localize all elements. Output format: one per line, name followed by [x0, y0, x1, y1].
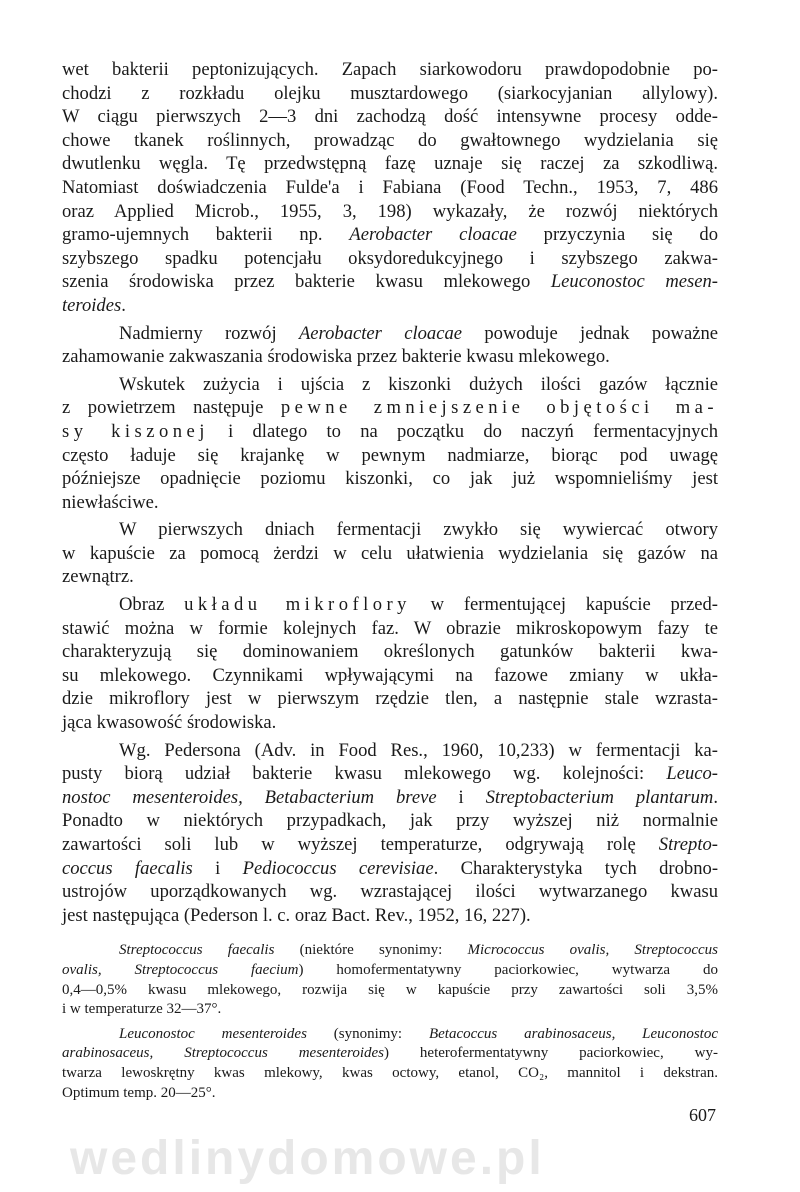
italic-text: Aerobacter cloacae: [298, 322, 463, 344]
text-segment: Optimum temp. 20—25°.: [62, 1084, 216, 1101]
text-segment: zawartości soli lub w wyższej temperaturze, odgrywają rolę: [62, 834, 659, 855]
text-line: [62, 247, 718, 271]
text-line: [62, 857, 718, 881]
text-segment: (synonimy:: [306, 1025, 429, 1042]
note-paragraph: [62, 941, 718, 1019]
text-line: [62, 981, 718, 1001]
text-segment: .: [713, 786, 718, 808]
text-line: [62, 617, 718, 641]
text-segment: powoduje jednak poważne: [462, 322, 719, 344]
text-segment: Nadmierny rozwój: [119, 322, 299, 344]
text-segment: ) homofermentatywny paciorkowiec, wytwarza do: [298, 961, 718, 978]
text-segment: i: [192, 857, 243, 879]
text-line: [62, 58, 718, 82]
text-segment: i: [436, 786, 486, 808]
text-segment: i dlatego to na początku do naczyń fermentacyjnych: [208, 420, 718, 442]
text-line: [62, 444, 718, 468]
paragraph: [62, 58, 718, 318]
text-line: [62, 518, 718, 542]
text-line: [62, 762, 718, 786]
text-segment: szybszego spadku potencjału oksydoredukcyjnego i szybszego zakwa-: [62, 247, 718, 269]
paragraph: [62, 518, 718, 589]
text-line: [62, 1000, 718, 1020]
paragraph: [62, 739, 718, 928]
note-paragraph: [62, 1025, 718, 1103]
text-segment: charakteryzują się dominowaniem określonych gatunków bakterii kwa-: [62, 641, 718, 663]
italic-text: nostoc mesenteroides, Betabacterium breve: [62, 786, 437, 808]
text-segment: często ładuje się krajankę w pewnym nadmiarze, biorąc pod uwagę: [62, 444, 718, 466]
text-segment: Wskutek zużycia i ujścia z kiszonki dużych ilości gazów łącznie: [119, 373, 718, 395]
text-line: [62, 687, 718, 711]
text-segment: przyczynia się do: [516, 224, 718, 246]
text-segment: .: [121, 294, 126, 316]
italic-text: Betacoccus arabinosaceus, Leuconostoc: [428, 1025, 718, 1042]
text-segment: 0,4—0,5% kwasu mlekowego, rozwija się w kapuście przy zawartości soli 3,5%: [62, 981, 718, 998]
text-segment: oraz Applied Microb., 1955, 3, 198) wykazały, że rozwój niektórych: [62, 200, 718, 222]
text-segment: Ponadto w niektórych przypadkach, jak przy wyższej niż normalnie: [62, 810, 718, 832]
text-segment: ustrojów uporządkowanych wg. wzrastającej ilości wytwarzanego kwasu: [62, 881, 718, 903]
italic-text: teroides: [62, 294, 122, 316]
text-line: [62, 223, 718, 247]
italic-text: arabinosaceus, Streptococcus mesenteroides: [62, 1045, 384, 1062]
text-segment: su mlekowego. Czynnikami wpływającymi na fazowe zmiany w ukła-: [62, 664, 718, 686]
text-line: [62, 833, 718, 857]
italic-text: Leuco-: [666, 763, 718, 785]
italic-text: Leuconostoc mesenteroides: [119, 1025, 307, 1042]
italic-text: ovalis, Streptococcus faecium: [62, 961, 299, 978]
text-line: [62, 294, 718, 318]
text-line: [62, 491, 718, 515]
text-line: [62, 961, 718, 981]
text-segment: chodzi z rozkładu olejku musztardowego (siarkocyjanian allylowy).: [62, 82, 718, 104]
text-segment: W ciągu pierwszych 2—3 dni zachodzą dość intensywne procesy odde-: [62, 106, 718, 128]
text-line: [62, 105, 718, 129]
text-line: [62, 373, 718, 397]
text-segment: chowe tkanek roślinnych, prowadząc do gwałtownego wydzielania się: [62, 129, 718, 151]
text-line: [62, 467, 718, 491]
italic-text: Streptobacterium plantarum: [485, 786, 714, 808]
text-segment: z powietrzem następuje: [62, 397, 281, 419]
text-segment: Obraz: [119, 594, 185, 616]
text-segment: i w temperaturze 32—37°.: [62, 1001, 222, 1018]
text-segment: (niektóre synonimy:: [274, 942, 468, 959]
text-line: [62, 786, 718, 810]
italic-text: Streptococcus faecalis: [119, 942, 275, 959]
italic-text: Leuconostoc mesen-: [550, 271, 718, 293]
text-line: [62, 640, 718, 664]
italic-text: coccus faecalis: [62, 857, 193, 879]
spaced-emphasis-text: układu mikroflory: [184, 594, 411, 616]
text-segment: W pierwszych dniach fermentacji zwykło się wywiercać otwory: [119, 519, 718, 541]
text-line: [62, 664, 718, 688]
text-line: [62, 270, 718, 294]
text-line: [62, 82, 718, 106]
text-segment: gramo-ujemnych bakterii np.: [62, 224, 350, 246]
text-segment: Wg. Pedersona (Adv. in Food Res., 1960, 10,233) w fermentacji ka-: [119, 739, 718, 761]
text-segment: dzie mikroflory jest w pierwszym rzędzie tlen, a następnie stale wzrasta-: [62, 688, 718, 710]
italic-text: Aerobacter cloacae: [349, 224, 517, 246]
text-segment: twarza lewoskrętny kwas mlekowy, kwas octowy, etanol, CO₂, mannitol i dekstran.: [62, 1064, 718, 1081]
paragraph: [62, 593, 718, 735]
text-line: [62, 711, 718, 735]
paragraph: [62, 322, 718, 369]
text-segment: dwutlenku węgla. Tę przedwstępną fazę uznaje się raczej za szkodliwą.: [62, 153, 718, 175]
text-line: [62, 396, 718, 420]
text-line: [62, 1084, 718, 1104]
text-segment: zewnątrz.: [62, 566, 134, 588]
paragraph: [62, 373, 718, 515]
text-line: [62, 1044, 718, 1064]
italic-text: Strepto-: [658, 834, 718, 855]
text-segment: . Charakterystyka tych drobno-: [433, 857, 719, 879]
text-segment: w kapuście za pomocą żerdzi w celu ułatwienia wydzielania się gazów na: [62, 542, 718, 564]
page-number: 607: [689, 1105, 716, 1125]
text-line: [62, 542, 718, 566]
text-segment: jąca kwasowość środowiska.: [62, 712, 277, 734]
text-segment: wet bakterii peptonizujących. Zapach siarkowodoru prawdopodobnie po-: [62, 59, 718, 80]
spaced-emphasis-text: pewne zmniejszenie objętości ma-: [280, 397, 718, 419]
text-segment: niewłaściwe.: [62, 491, 159, 513]
italic-text: Micrococcus ovalis, Streptococcus: [467, 942, 718, 959]
text-line: [62, 129, 718, 153]
text-line: [62, 200, 718, 224]
text-line: [62, 593, 718, 617]
text-line: [62, 809, 718, 833]
text-line: [62, 1064, 718, 1084]
text-segment: późniejsze opadnięcie poziomu kiszonki, co jak już wspomnieliśmy jest: [62, 468, 718, 490]
text-line: [62, 565, 718, 589]
text-line: [62, 941, 718, 961]
text-line: [62, 1025, 718, 1045]
text-segment: stawić można w formie kolejnych faz. W obrazie mikroskopowym fazy te: [62, 617, 718, 639]
italic-text: Pediococcus cerevisiae: [242, 857, 434, 879]
text-segment: Natomiast doświadczenia Fulde'a i Fabiana (Food Techn., 1953, 7, 486: [62, 176, 718, 198]
text-line: [62, 420, 718, 444]
text-segment: zahamowanie zakwaszania środowiska przez bakterie kwasu mlekowego.: [62, 346, 610, 368]
text-line: [62, 176, 718, 200]
text-line: [62, 322, 718, 346]
book-page-text: [62, 58, 718, 1108]
text-segment: pusty biorą udział bakterie kwasu mlekowego wg. kolejności:: [62, 763, 667, 785]
text-segment: szenia środowiska przez bakterie kwasu mlekowego: [62, 271, 551, 293]
text-line: [62, 152, 718, 176]
text-segment: jest następująca (Pederson l. c. oraz Bact. Rev., 1952, 16, 227).: [62, 904, 531, 926]
text-segment: w fermentującej kapuście przed-: [410, 594, 718, 616]
text-line: [62, 345, 718, 369]
spaced-emphasis-text: sy kiszonej: [62, 420, 209, 442]
text-line: [62, 739, 718, 763]
text-line: [62, 880, 718, 904]
watermark-bottom: wedlinydomowe.pl: [70, 1132, 545, 1185]
text-segment: ) heterofermentatywny paciorkowiec, wy-: [383, 1045, 718, 1062]
text-line: [62, 904, 718, 928]
